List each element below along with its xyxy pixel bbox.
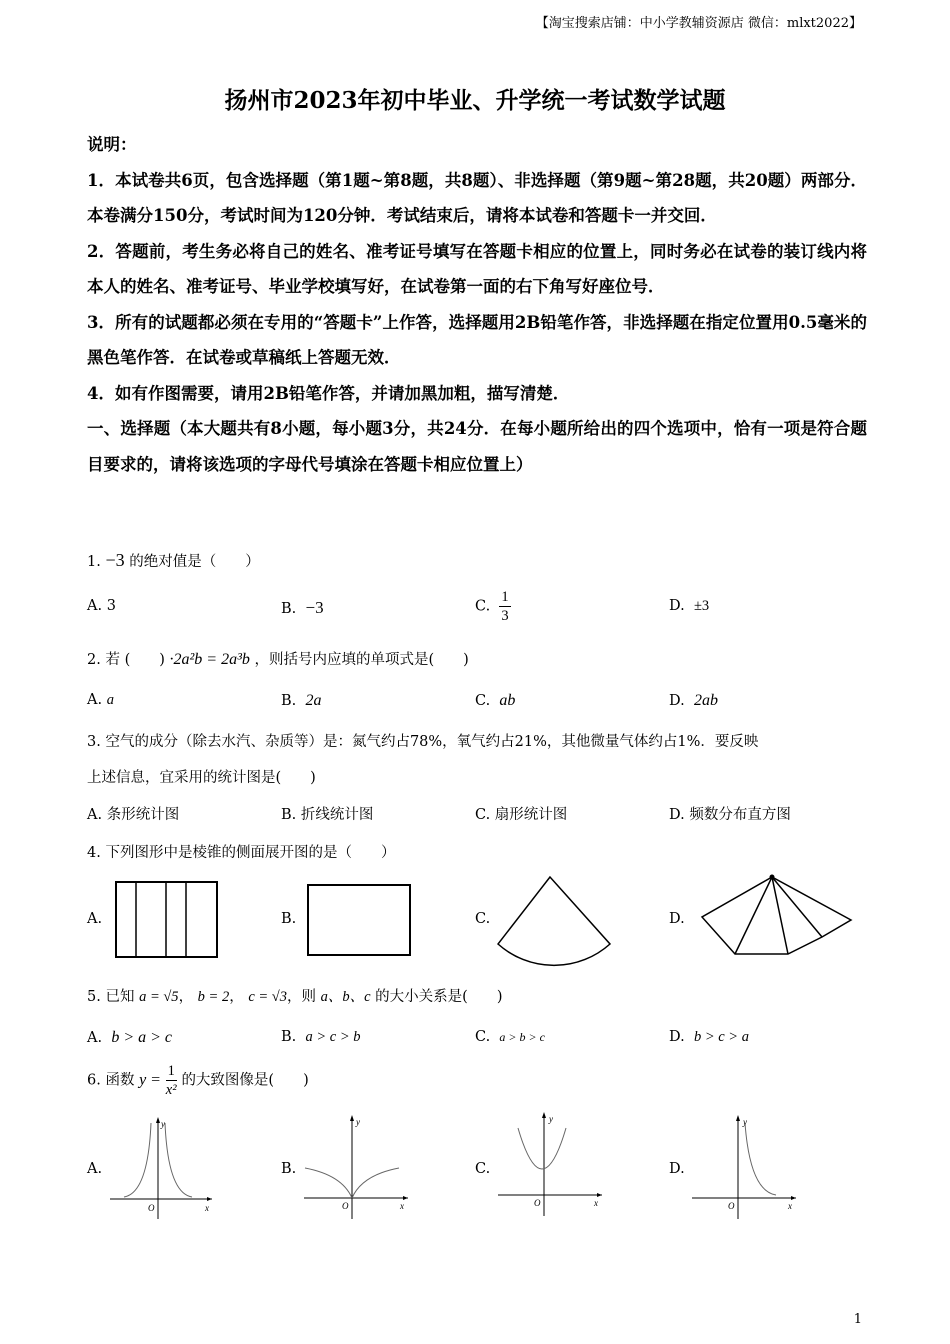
question-1 [87,550,260,571]
question-number: 6. 函数 [87,1072,135,1089]
q4-figure-d-pyramid-net [690,872,860,962]
question-3-line2: 上述信息，宜采用的统计图是( ) [87,770,316,786]
q1-d-value: ±3 [693,598,710,614]
q3-option-b: B. 折线统计图 [281,807,374,823]
q5-c-expr: c = √3 [248,989,288,1005]
q6-option-b-label: B. [281,1161,297,1177]
q1-expression: −3 [105,550,125,570]
q5-option-c: C. a > b > c [475,1029,545,1045]
q2-option-c: C. ab [475,692,516,709]
q4-option-b-label: B. [281,911,297,927]
q1-option-b: B. −3 [281,598,324,617]
header-note: 【淘宝搜索店铺：中小学教辅资源店 微信：mlxt2022】 [535,16,862,31]
q4-option-d-label: D. [669,911,685,927]
q3-option-c: C. 扇形统计图 [475,807,568,823]
q6-graph-a [108,1115,218,1221]
q1-option-a: A. 3 [87,598,116,614]
axis-label-y: y [161,1119,165,1129]
axis-label-x: x [205,1203,209,1213]
q3-option-d: D. 频数分布直方图 [669,807,791,823]
q1-option-d: D. ±3 [669,598,710,614]
q2-option-d: D. 2ab [669,692,718,709]
q5-option-d: D. b > c > a [669,1029,749,1045]
q6-expr-lhs: y = [139,1071,161,1089]
origin-label: O [534,1198,541,1208]
question-4: 4. 下列图形中是棱锥的侧面展开图的是（ ） [87,845,396,861]
q6-fraction: $\frac{1}{\text{x²}}$ [165,1063,177,1098]
instruction-item: 1．本试卷共6页，包含选择题（第1题~第8题，共8题）、非选择题（第9题~第28题，共20题）两部分．本卷满分150分，考试时间为120分钟．考试结束后，请将本试卷和答题卡一并交回． [87,170,867,225]
q6-option-c-label: C. [475,1161,491,1177]
question-number: 5. 已知 [87,989,135,1005]
instructions-heading: 说明： [87,135,137,154]
q5-a-expr: a = √5 [139,989,179,1005]
q1-text: 的绝对值是（ ） [129,554,260,570]
q4-figure-c-sector [496,874,616,970]
instructions [87,127,867,482]
question-6 [87,1062,309,1099]
axis-label-y: y [356,1117,360,1127]
q4-figure-a-rectangles [110,878,222,958]
q1-c-fraction: $\frac{1}{3}$ [501,589,509,624]
q4-option-c-label: C. [475,911,491,927]
q6-graph-c [496,1110,608,1220]
q2-option-b: B. 2a [281,692,322,709]
q1-b-value: −3 [305,598,324,617]
q2-paren: ( ) [124,652,165,668]
q6-text: 的大致图像是( ) [181,1072,309,1089]
q2-option-a: A. a [87,692,114,708]
section-heading: 一、选择题（本大题共有8小题，每小题3分，共24分．在每小题所给出的四个选项中，恰有一项是符合题目要求的，请将该选项的字母代号填涂在答题卡相应位置上） [87,419,867,474]
question-3-line1: 3. 空气的成分（除去水汽、杂质等）是：氮气约占78%，氧气约占21%，其他微量气体约占1%．要反映 [87,734,759,750]
instruction-item: 3．所有的试题都必须在专用的“答题卡”上作答，选择题用2B铅笔作答，非选择题在指定位置用0.5毫米的黑色笔作答．在试卷或草稿纸上答题无效． [87,312,867,367]
axis-label-x: x [788,1201,792,1211]
q2-expression: ·2a²b = 2a³b [169,651,250,668]
q5-option-b: B. a > c > b [281,1029,361,1045]
q6-graph-b [302,1113,414,1221]
question-number: 1. [87,554,101,570]
axis-label-y: y [743,1117,747,1127]
question-2 [87,648,469,669]
question-number: 2. 若 [87,652,120,668]
q6-option-d-label: D. [669,1161,685,1177]
origin-label: O [728,1201,735,1211]
question-5: 5. 已知 a = √5， b = 2， c = √3，则 a、b、c 的大小关系是( ) [87,989,503,1005]
q5-text: 的大小关系是( ) [375,989,503,1005]
q4-figure-b-rectangle [304,881,414,959]
axis-label-y: y [549,1114,553,1124]
instruction-item: 4．如有作图需要，请用2B铅笔作答，并请加黑加粗，描写清楚． [87,383,570,403]
origin-label: O [148,1203,155,1213]
q4-option-a-label: A. [87,911,103,927]
q1-option-c: C. $\frac{1}{3}$ [475,589,509,624]
instruction-item: 2．答题前，考生务必将自己的姓名、准考证号填写在答题卡相应的位置上，同时务必在试卷的装订线内将本人的姓名、准考证号、毕业学校填写好，在试卷第一面的右下角写好座位号． [87,241,867,296]
origin-label: O [342,1201,349,1211]
page-title: 扬州市2023年初中毕业、升学统一考试数学试题 [224,87,726,114]
axis-label-x: x [400,1201,404,1211]
q3-option-a: A. 条形统计图 [87,807,180,823]
axis-label-x: x [594,1198,598,1208]
q2-text: ，则括号内应填的单项式是( ) [254,652,469,668]
page-number: 1 [853,1312,862,1327]
q5-b-expr: b = 2 [197,989,230,1005]
q6-option-a-label: A. [87,1161,103,1177]
q6-graph-d [690,1113,802,1221]
q5-option-a: A. b > a > c [87,1029,173,1046]
q5-vars: a、b、c [320,989,371,1005]
